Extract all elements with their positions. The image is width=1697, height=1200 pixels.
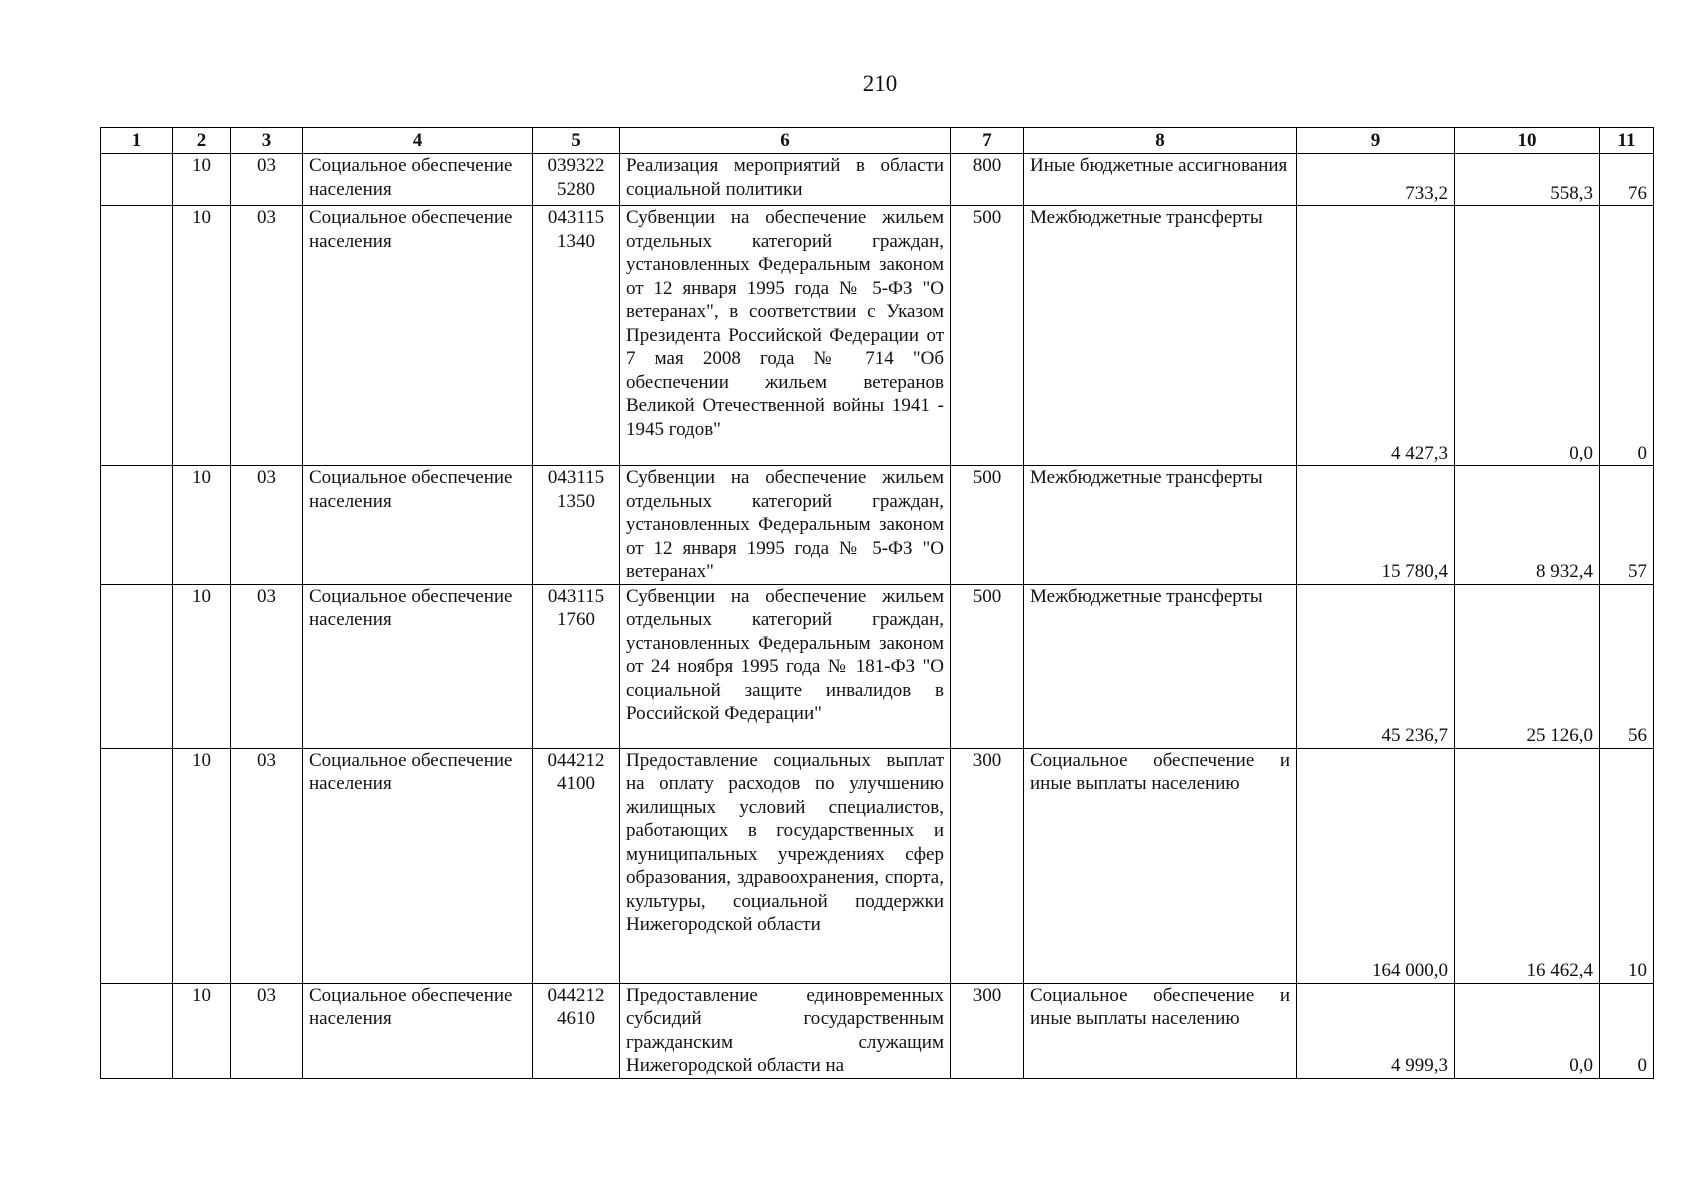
column-header: 6 — [620, 128, 951, 154]
table-row — [101, 584, 1654, 748]
plan-amount-cell: 4 999,3 — [1297, 983, 1455, 1078]
section-code-cell: 10 — [173, 983, 231, 1078]
target-article-part: 043115 — [547, 207, 605, 228]
plan-amount-cell: 45 236,7 — [1297, 584, 1455, 748]
column-header: 9 — [1297, 128, 1455, 154]
target-article-cell — [533, 584, 620, 748]
table-row — [101, 466, 1654, 585]
table-row — [101, 154, 1654, 206]
target-article-part: 044212 — [547, 749, 605, 771]
expense-type-name-cell: Иные бюджетные ассигнования — [1024, 154, 1297, 206]
column-header: 4 — [303, 128, 533, 154]
expense-type-code-cell: 800 — [951, 154, 1024, 206]
column-header: 1 — [101, 128, 173, 154]
expense-type-name-cell: Социальное обеспечение и иные выплаты населению — [1024, 983, 1297, 1078]
target-article-part: 043115 — [547, 585, 605, 607]
target-article-part: 044212 — [547, 984, 605, 1006]
actual-amount-cell: 16 462,4 — [1455, 748, 1600, 983]
table-row — [101, 983, 1654, 1078]
column-header: 3 — [231, 128, 303, 154]
percent-cell: 76 — [1600, 154, 1654, 206]
percent-cell: 0 — [1600, 206, 1654, 466]
expense-type-code-cell: 500 — [951, 466, 1024, 585]
plan-amount-cell: 15 780,4 — [1297, 466, 1455, 585]
article-name-cell: Субвенции на обеспечение жильем отдельных категорий граждан, установленных Федеральным законом от 12 января 1995 года № 5-ФЗ "О ветеранах", в соответствии с Указом Президента Российской Федерации от 7 мая 2008 года № 714 "Об обеспечении жильем ветеранов Великой Отечественной войны 1941 - 1945 годов" — [620, 206, 951, 466]
expense-type-name-cell: Межбюджетные трансферты — [1024, 584, 1297, 748]
row-number-cell — [101, 983, 173, 1078]
target-article-part: 1350 — [557, 490, 595, 512]
subsection-code-cell: 03 — [231, 466, 303, 585]
target-article-part: 1340 — [557, 230, 595, 252]
subsection-name-cell: Социальное обеспечение населения — [303, 206, 533, 466]
section-code-cell: 10 — [173, 154, 231, 206]
table-row — [101, 206, 1654, 466]
section-code-cell: 10 — [173, 206, 231, 466]
subsection-name-cell: Социальное обеспечение населения — [303, 584, 533, 748]
target-article-cell — [533, 154, 620, 206]
article-name-cell: Субвенции на обеспечение жильем отдельных категорий граждан, установленных Федеральным законом от 24 ноября 1995 года № 181-ФЗ "О социальной защите инвалидов в Российской Федерации" — [620, 584, 951, 748]
expense-type-code-cell: 300 — [951, 983, 1024, 1078]
subsection-code-cell: 03 — [231, 748, 303, 983]
subsection-code-cell: 03 — [231, 983, 303, 1078]
expense-type-code-cell: 500 — [951, 206, 1024, 466]
target-article-cell — [533, 748, 620, 983]
subsection-name-cell: Социальное обеспечение населения — [303, 466, 533, 585]
article-name-cell: Реализация мероприятий в области социальной политики — [620, 154, 951, 206]
column-header: 5 — [533, 128, 620, 154]
plan-amount-cell: 164 000,0 — [1297, 748, 1455, 983]
subsection-code-cell: 03 — [231, 154, 303, 206]
column-header: 2 — [173, 128, 231, 154]
column-header: 7 — [951, 128, 1024, 154]
expense-type-code-cell: 500 — [951, 584, 1024, 748]
row-number-cell — [101, 748, 173, 983]
subsection-name-cell: Социальное обеспечение населения — [303, 154, 533, 206]
expense-type-name-cell: Межбюджетные трансферты — [1024, 206, 1297, 466]
table-header-row — [101, 128, 1654, 154]
page-number: 210 — [862, 71, 898, 96]
plan-amount-cell: 4 427,3 — [1297, 206, 1455, 466]
percent-cell: 0 — [1600, 983, 1654, 1078]
article-name-cell: Предоставление социальных выплат на оплату расходов по улучшению жилищных условий специалистов, работающих в государственных и муниципальных учреждениях сфер образования, здравоохранения, спорта, культуры, социальной поддержки Нижегородской области — [620, 748, 951, 983]
target-article-cell — [533, 466, 620, 585]
table-row — [101, 748, 1654, 983]
target-article-cell — [533, 206, 620, 466]
percent-cell: 10 — [1600, 748, 1654, 983]
actual-amount-cell: 25 126,0 — [1455, 584, 1600, 748]
column-header: 10 — [1455, 128, 1600, 154]
subsection-name-cell: Социальное обеспечение населения — [303, 983, 533, 1078]
article-name-cell: Субвенции на обеспечение жильем отдельных категорий граждан, установленных Федеральным законом от 12 января 1995 года № 5-ФЗ "О ветеранах" — [620, 466, 951, 585]
target-article-part: 4610 — [557, 1008, 595, 1029]
actual-amount-cell: 8 932,4 — [1455, 466, 1600, 585]
plan-amount-cell: 733,2 — [1297, 154, 1455, 206]
target-article-part: 5280 — [557, 178, 595, 200]
actual-amount-cell: 0,0 — [1455, 206, 1600, 466]
expense-type-name-cell: Межбюджетные трансферты — [1024, 466, 1297, 585]
percent-cell: 57 — [1600, 466, 1654, 585]
target-article-part: 1760 — [557, 609, 595, 630]
target-article-cell — [533, 983, 620, 1078]
target-article-part: 039322 — [547, 155, 605, 176]
expense-type-name-cell: Социальное обеспечение и иные выплаты населению — [1024, 748, 1297, 983]
percent-cell: 56 — [1600, 584, 1654, 748]
row-number-cell — [101, 466, 173, 585]
budget-table — [100, 127, 1654, 1079]
row-number-cell — [101, 154, 173, 206]
article-name-cell: Предоставление единовременных субсидий государственным гражданским служащим Нижегородской области на — [620, 983, 951, 1078]
row-number-cell — [101, 206, 173, 466]
actual-amount-cell: 558,3 — [1455, 154, 1600, 206]
column-header: 11 — [1600, 128, 1654, 154]
expense-type-code-cell: 300 — [951, 748, 1024, 983]
section-code-cell: 10 — [173, 466, 231, 585]
target-article-part: 043115 — [547, 467, 605, 488]
subsection-code-cell: 03 — [231, 584, 303, 748]
target-article-part: 4100 — [557, 773, 595, 794]
row-number-cell — [101, 584, 173, 748]
actual-amount-cell: 0,0 — [1455, 983, 1600, 1078]
subsection-name-cell: Социальное обеспечение населения — [303, 748, 533, 983]
subsection-code-cell: 03 — [231, 206, 303, 466]
section-code-cell: 10 — [173, 748, 231, 983]
column-header: 8 — [1024, 128, 1297, 154]
section-code-cell: 10 — [173, 584, 231, 748]
